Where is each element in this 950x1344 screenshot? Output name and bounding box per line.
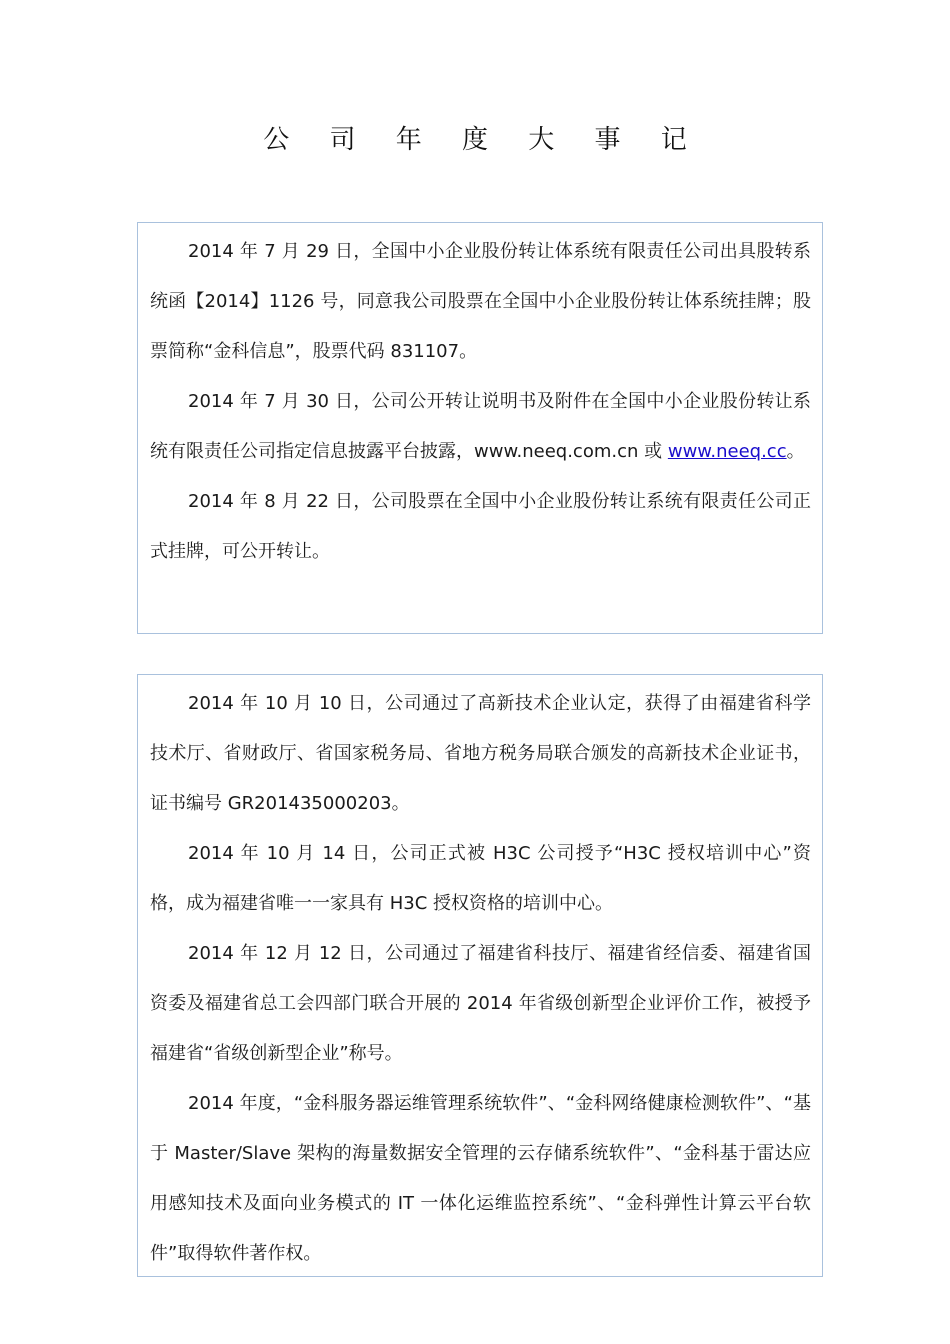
event-paragraph: 2014 年度，“金科服务器运维管理系统软件”、“金科网络健康检测软件”、“基于 Master/Slave 架构的海量数据安全管理的云存储系统软件”、“金科基于雷达应用感知技术及面向业务模式的 IT 一体化运维监控系统”、“金科弹性计算云平台软件”取得软件著作权。 bbox=[150, 1093, 811, 1264]
event-paragraph: 2014 年 10 月 10 日，公司通过了高新技术企业认定，获得了由福建省科学技术厅、省财政厅、省国家税务局、省地方税务局联合颁发的高新技术企业证书，证书编号 GR201435000203。 bbox=[150, 693, 811, 814]
event-paragraph: 2014 年 8 月 22 日，公司股票在全国中小企业股份转让系统有限责任公司正式挂牌，可公开转让。 bbox=[150, 491, 811, 562]
event-paragraph: 2014 年 7 月 29 日，全国中小企业股份转让体系统有限责任公司出具股转系统函【2014】1126 号，同意我公司股票在全国中小企业股份转让体系统挂牌；股票简称“金科信息”，股票代码 831107。 bbox=[150, 241, 811, 362]
page-title: 公 司 年 度 大 事 记 bbox=[263, 125, 703, 155]
neeq-cc-link[interactable]: www.neeq.cc bbox=[667, 441, 787, 462]
event-paragraph: 2014 年 12 月 12 日，公司通过了福建省科技厅、福建省经信委、福建省国资委及福建省总工会四部门联合开展的 2014 年省级创新型企业评价工作，被授予福建省“省级创新型企业”称号。 bbox=[150, 943, 811, 1064]
event-text-end: 。 bbox=[786, 441, 805, 462]
event-paragraph: 2014 年 10 月 14 日，公司正式被 H3C 公司授予“H3C 授权培训中心”资格，成为福建省唯一一家具有 H3C 授权资格的培训中心。 bbox=[150, 843, 811, 914]
event-paragraph-disclosure bbox=[150, 377, 811, 477]
event-text: 2014 年 7 月 30 日，公司公开转让说明书及附件在全国中小企业股份转让系统有限责任公司指定信息披露平台披露，www.neeq.com.cn 或 bbox=[150, 391, 811, 462]
events-box-2014-listing bbox=[137, 222, 823, 634]
events-box-2014-awards bbox=[137, 674, 823, 1277]
